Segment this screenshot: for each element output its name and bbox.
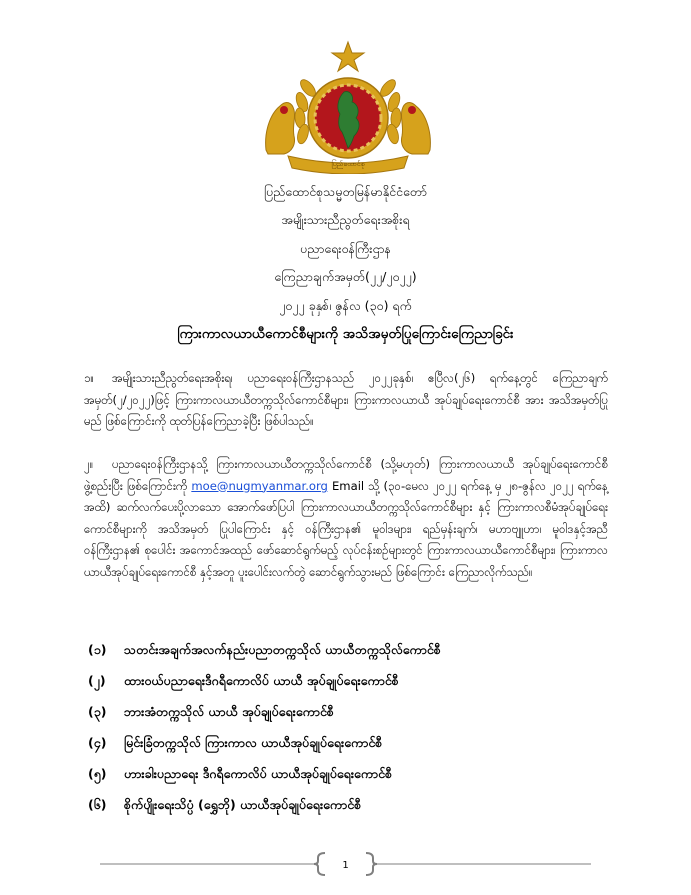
paragraph-text: ပညာရေးဝန်ကြီးဌာနသို့ ကြားကာလယာယီတက္ကသိုလ်ကောင်စီ (သို့မဟုတ်) ကြားကာလယာယီ အုပ်ချုပ်ရေးကောင်စီ ဖွဲ့စည်းပြီး ဖြစ်ကြောင်းကို: [84, 457, 608, 493]
list-item: [88, 702, 441, 733]
list-item: [88, 795, 441, 826]
government-name: အမျိုးသားညီညွတ်ရေးအစိုးရ: [281, 212, 410, 227]
paragraph-text: အမျိုးသားညီညွတ်ရေးအစိုးရ၊ ပညာရေးဝန်ကြီးဌာနသည် ၂၀၂၂ခုနှစ်၊ ဧပြီလ(၂၆) ရက်နေ့တွင် ကြေညာချက်အမှတ်(၂/၂၀၂၂)ဖြင့် ကြားကာလယာယီတက္ကသိုလ်ကောင်စီများ၊ ကြားကာလယာယီ အုပ်ချုပ်ရေးကောင်စီ အား အသိအမှတ်ပြုမည် ဖြစ်ကြောင်းကို ထုတ်ပြန်ကြေညာခဲ့ပြီး ဖြစ်ပါသည်။: [84, 371, 608, 428]
ministry-name: ပညာရေးဝန်ကြီးဌာန: [299, 241, 392, 256]
country-name: ပြည်ထောင်စုသမ္မတမြန်မာနိုင်ငံတော်: [263, 184, 428, 199]
paragraph-2: [84, 454, 608, 583]
list-item-number: (၁): [88, 642, 107, 657]
email-link[interactable]: moe@nugmyanmar.org: [191, 478, 328, 493]
state-seal-emblem-icon: [258, 40, 438, 174]
paragraph-number: ၂။: [84, 457, 94, 471]
list-item-number: (၆): [88, 797, 107, 812]
footer-brace-right-icon: [366, 853, 377, 875]
emblem-banner-text: ပြည်ထောင်စု: [331, 160, 365, 168]
announcement-date: ၂၀၂၂ ခုနှစ်၊ ဇွန်လ (၃၀) ရက်: [279, 298, 412, 313]
list-item-number: (၂): [88, 673, 106, 688]
announcement-number: ကြေညာချက်အမှတ်(၂၂/၂၀၂၂): [274, 269, 417, 284]
paragraph-text: Email သို့ (၃၀-မေလ ၂၀၂၂ ရက်နေ့ မှ ၂၈-ဇွန်လ ၂၀၂၂ ရက်နေ့အထိ) ဆက်လက်ပေးပို့လာသော အောက်ဖော်ပြပါ ကြားကာလယာယီတက္ကသိုလ်ကောင်စီများ နှင့် ကြားကာလစီမံအုပ်ချုပ်ရေးကောင်စီများကို အသိအမှတ် ပြုပါကြောင်း နှင့် ဝန်ကြီးဌာန၏ မူဝါဒများ၊ ရည်မှန်းချက်၊ မဟာဗျူဟာ၊ မူဝါဒနှင့်အညီ ဝန်ကြီးဌာန၏ စုပေါင်း အကောင်အထည် ဖော်ဆောင်ရွက်မည့် လုပ်ငန်းစဉ်များတွင် ကြားကာလယာယီကောင်စီများ၊ ကြားကာလယာယီအုပ်ချုပ်ရေးကောင်စီ နှင့်အတူ ပူးပေါင်းလက်တွဲ ဆောင်ရွက်သွားမည် ဖြစ်ကြောင်း ကြေညာလိုက်သည်။: [84, 478, 609, 579]
page-footer: [0, 852, 691, 876]
list-item-number: (၅): [88, 766, 107, 781]
list-item-number: (၃): [88, 704, 107, 719]
council-list: [88, 640, 441, 826]
list-item-label: ဘားအံတက္ကသိုလ် ယာယီ အုပ်ချုပ်ရေးကောင်စီ: [124, 704, 334, 719]
list-item: [88, 733, 441, 764]
list-item-label: စိုက်ပျိုးရေးသိပ္ပံ (ရွှေဘို) ယာယီအုပ်ချုပ်ရေးကောင်စီ: [124, 797, 362, 812]
list-item-label: မြင်းခြံတက္ကသိုလ် ကြားကာလ ယာယီအုပ်ချုပ်ရေးကောင်စီ: [124, 735, 383, 750]
list-item-number: (၄): [88, 735, 107, 750]
paragraph-1: [84, 368, 608, 433]
list-item-label: ထားဝယ်ပညာရေးဒီဂရီကောလိပ် ယာယီ အုပ်ချုပ်ရေးကောင်စီ: [124, 673, 399, 688]
document-title: ကြားကာလယာယီကောင်စီများကို အသိအမှတ်ပြုကြောင်းကြေညာခြင်း: [177, 326, 514, 342]
page-number: 1: [342, 860, 349, 871]
paragraph-number: ၁။: [84, 371, 95, 385]
footer-brace-left-icon: [314, 853, 325, 875]
list-item: [88, 671, 441, 702]
list-item-label: ဟားခါးပညာရေး ဒီဂရီကောလိပ် ယာယီအုပ်ချုပ်ရေးကောင်စီ: [124, 766, 393, 781]
list-item: [88, 764, 441, 795]
list-item: [88, 640, 441, 671]
list-item-label: သတင်းအချက်အလက်နည်းပညာတက္ကသိုလ် ယာယီတက္ကသိုလ်ကောင်စီ: [124, 642, 441, 657]
